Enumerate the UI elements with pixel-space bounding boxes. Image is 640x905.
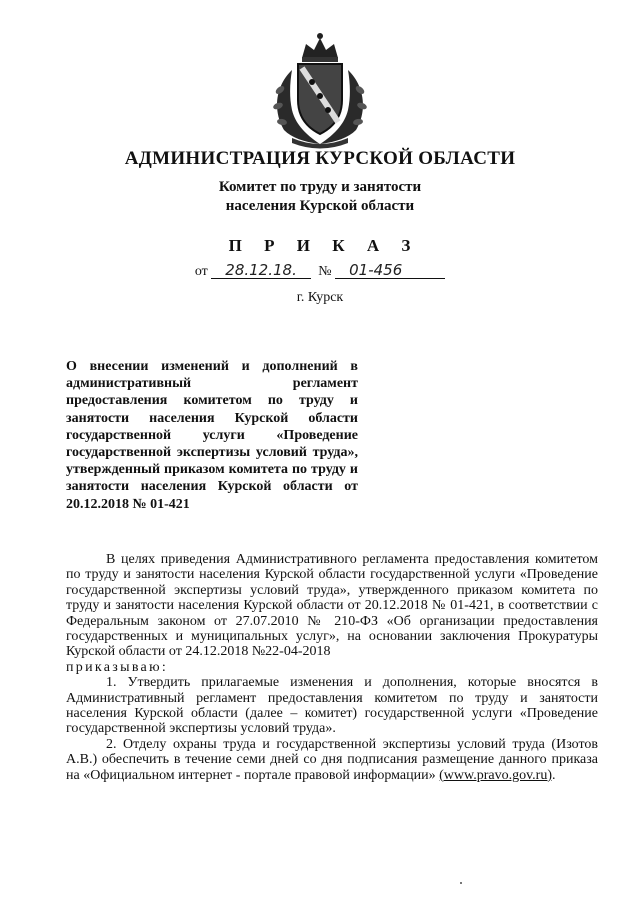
city-label: г. Курск bbox=[296, 290, 344, 305]
order-subject: О внесении изменений и дополнений в административный регламент предоставления комитетом по труду и занятости населения Курской области государственной услуги «Проведение государственной экспертизы условий труда», утвержденный приказом комитета по труду и занятости населения Курской области от 20.12.2018 № 01-421 bbox=[66, 359, 358, 512]
scan-speck bbox=[460, 882, 462, 884]
committee-name-line-2: населения Курской области bbox=[225, 198, 415, 214]
handwritten-number: 01-456 bbox=[335, 262, 445, 279]
administration-title: АДМИНИСТРАЦИЯ КУРСКОЙ ОБЛАСТИ bbox=[124, 148, 516, 169]
committee-name-line-1: Комитет по труду и занятости bbox=[218, 179, 422, 195]
order-item-2 bbox=[66, 737, 598, 783]
handwritten-date: 28.12.18. bbox=[211, 262, 311, 279]
order-title: П Р И К А З bbox=[228, 236, 420, 255]
order-date-number-line bbox=[0, 262, 640, 280]
preamble-paragraph: В целях приведения Административного регламента предоставления комитетом по труду и занятости населения Курской области государственной услуги «Проведение государственной экспертизы условий труда», утвержденного приказом комитета по труду и занятости населения Курской области от 20.12.2018 № 01-421, в соответствии с Федеральным законом от 27.07.2010 № 210-ФЗ «Об организации предоставления государственных и муниципальных услуг», на основании заключения Прокуратуры Курской области от 24.12.2018 №22-04-2018 bbox=[66, 552, 598, 660]
date-prefix: от bbox=[194, 264, 208, 279]
number-prefix: № bbox=[318, 264, 332, 279]
pravo-gov-link[interactable]: (www.pravo.gov.ru) bbox=[439, 767, 552, 783]
order-word: приказываю: bbox=[66, 659, 169, 675]
order-item-1: 1. Утвердить прилагаемые изменения и дополнения, которые вносятся в Административный регламент предоставления комитетом по труду и занятости населения Курской области (далее – комитет) государственной услуги «Проведение государственной экспертизы условий труда». bbox=[66, 675, 598, 737]
committee-name bbox=[0, 178, 640, 216]
coat-of-arms-emblem bbox=[262, 30, 378, 150]
order-item-2-text: 2. Отделу охраны труда и государственной экспертизы условий труда (Изотов А.В.) обеспечить в течение семи дней со дня подписания размещение данного приказа на «Официальном интернет - портале правовой информации» bbox=[66, 736, 598, 783]
order-item-2-end: . bbox=[552, 767, 556, 783]
order-body bbox=[66, 552, 598, 783]
